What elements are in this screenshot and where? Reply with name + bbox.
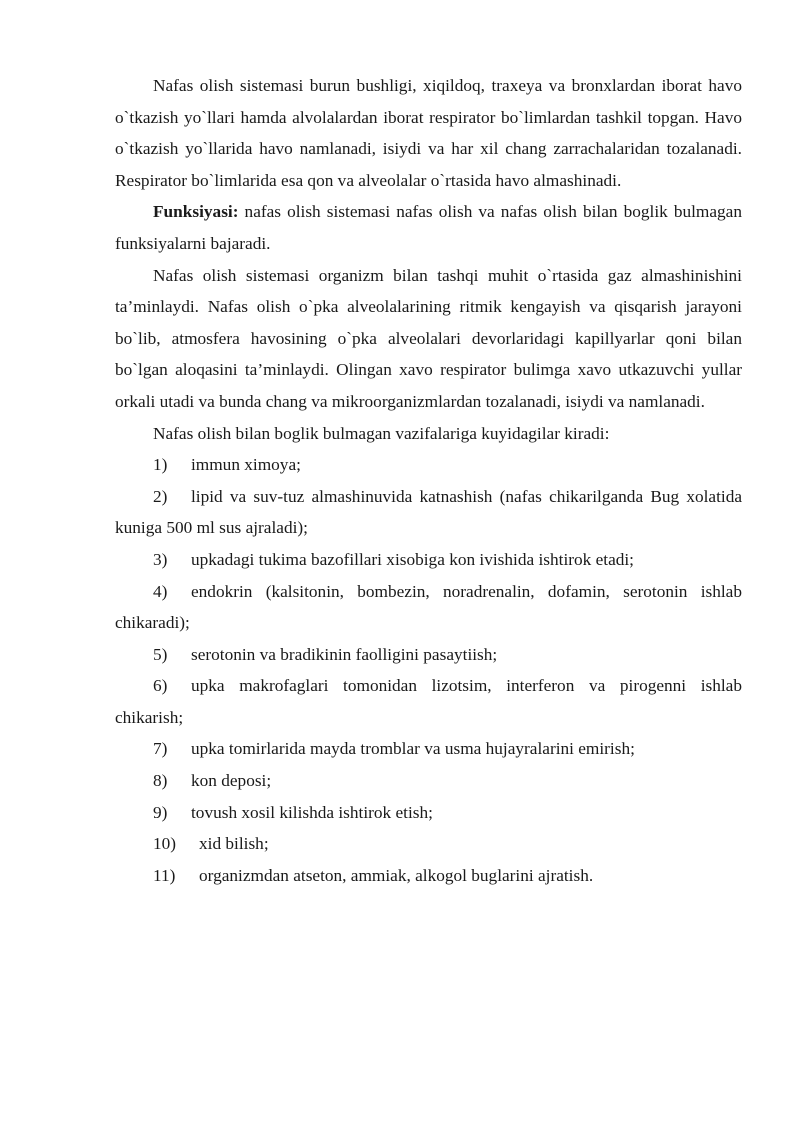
list-item-number: 8)	[153, 771, 168, 791]
list-item-text: xid bilish;	[199, 834, 269, 854]
paragraph-list-intro: Nafas olish bilan boglik bulmagan vazifalariga kuyidagilar kiradi:	[153, 423, 610, 443]
list-item-text: tovush xosil kilishda ishtirok etish;	[191, 802, 433, 822]
list-item-text: upkadagi tukima bazofillari xisobiga kon ivishida ishtirok etadi;	[191, 549, 634, 569]
paragraph-functions	[115, 196, 742, 259]
list-item	[115, 544, 742, 576]
list-item-number: 3)	[153, 549, 168, 569]
list-item-number: 7)	[153, 739, 168, 759]
list-item-number: 2)	[153, 486, 168, 506]
list-item-text: endokrin (kalsitonin, bombezin, noradrenalin, dofamin, serotonin ishlab chikaradi);	[115, 581, 742, 633]
list-item-number: 1)	[153, 455, 168, 475]
paragraph-intro: Nafas olish sistemasi burun bushligi, xiqildoq, traxeya va bronxlardan iborat havo o`tkazish yo`llari hamda alvolalardan iborat respirator bo`limlardan tashkil topgan. Havo o`tkazish yo`llarida havo namlanadi, isiydi va har xil chang zarrachalaridan tozalanadi. Respirator bo`limlarida esa qon va alveolalar o`rtasida havo almashinadi.	[115, 76, 742, 190]
list-item	[115, 765, 742, 797]
list-item	[115, 670, 742, 733]
list-item-number: 4)	[153, 581, 168, 601]
list-item-number: 5)	[153, 644, 168, 664]
functions-label: Funksiyasi:	[153, 202, 239, 222]
list-item-text: organizmdan atseton, ammiak, alkogol buglarini ajratish.	[199, 865, 594, 885]
list-item	[115, 639, 742, 671]
list-item-text: upka makrofaglari tomonidan lizotsim, interferon va pirogenni ishlab chikarish;	[115, 676, 742, 727]
list-item-text: kon deposi;	[191, 771, 272, 791]
list-item	[115, 733, 742, 765]
list-item-text: immun ximoya;	[191, 455, 301, 475]
list-item-text: serotonin va bradikinin faolligini pasaytiish;	[191, 644, 498, 664]
list-item-text: lipid va suv-tuz almashinuvida katnashish (nafas chikarilganda Bug xolatida kuniga 500 ml sus ajraladi);	[115, 486, 742, 538]
list-item-number: 11)	[153, 865, 176, 885]
list-item	[115, 860, 742, 892]
functions-list	[115, 449, 742, 891]
functions-text: nafas olish sistemasi nafas olish va nafas olish bilan boglik bulmagan funksiyalarni bajaradi.	[115, 202, 742, 253]
list-item-number: 6)	[153, 676, 168, 696]
list-item	[115, 576, 742, 639]
list-item	[115, 797, 742, 829]
list-item-number: 9)	[153, 802, 168, 822]
list-item	[115, 828, 742, 860]
document-body	[115, 70, 742, 891]
list-item	[115, 481, 742, 544]
list-item-number: 10)	[153, 834, 177, 854]
list-item-text: upka tomirlarida mayda tromblar va usma hujayralarini emirish;	[191, 739, 635, 759]
list-item	[115, 449, 742, 481]
paragraph-gas-exchange: Nafas olish sistemasi organizm bilan tashqi muhit o`rtasida gaz almashinishini ta’minlaydi. Nafas olish o`pka alveolalarining ritmik kengayish va qisqarish jarayoni bo`lib, atmosfera havosining o`pka alveolalari devorlaridagi kapillyarlar qoni bilan bo`lgan aloqasini ta’minlaydi. Olingan xavo respirator bulimga xavo utkazuvchi yullar orkali utadi va bunda chang va mikroorganizmlardan tozalanadi, isiydi va namlanadi.	[115, 265, 742, 411]
